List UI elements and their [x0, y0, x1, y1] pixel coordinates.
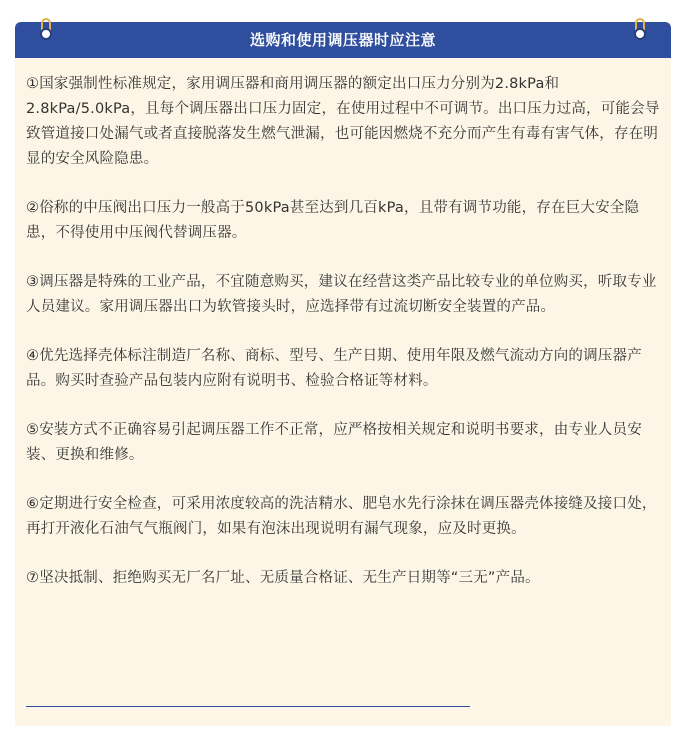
header-bar	[15, 22, 671, 58]
page-title: 选购和使用调压器时应注意	[249, 31, 436, 49]
paragraph-3: ③调压器是特殊的工业产品，不宜随意购买，建议在经营这类产品比较专业的单位购买，听取专业人员建议。家用调压器出口为软管接头时，应选择带有过流切断安全装置的产品。	[26, 274, 657, 315]
notice-content	[26, 72, 666, 615]
pin-icon	[633, 18, 647, 42]
divider	[26, 706, 470, 707]
paragraph-6: ⑥定期进行安全检查，可采用浓度较高的洗洁精水、肥皂水先行涂抹在调压器壳体接缝及接口处，再打开液化石油气气瓶阀门，如果有泡沫出现说明有漏气现象，应及时更换。	[26, 496, 657, 537]
paragraph-5: ⑤安装方式不正确容易引起调压器工作不正常，应严格按相关规定和说明书要求，由专业人员安装、更换和维修。	[26, 422, 642, 463]
pin-icon	[39, 18, 53, 42]
paragraph-1: ①国家强制性标准规定，家用调压器和商用调压器的额定出口压力分别为2.8kPa和2.8kPa/5.0kPa，且每个调压器出口压力固定，在使用过程中不可调节。出口压力过高，可能会导致管道接口处漏气或者直接脱落发生燃气泄漏，也可能因燃烧不充分而产生有毒有害气体，存在明显的安全风险隐患。	[26, 76, 660, 167]
paragraph-2: ②俗称的中压阀出口压力一般高于50kPa甚至达到几百kPa，且带有调节功能，存在巨大安全隐患，不得使用中压阀代替调压器。	[26, 200, 640, 241]
paragraph-4: ④优先选择壳体标注制造厂名称、商标、型号、生产日期、使用年限及燃气流动方向的调压器产品。购买时查验产品包装内应附有说明书、检验合格证等材料。	[26, 348, 642, 389]
paragraph-7: ⑦坚决抵制、拒绝购买无厂名厂址、无质量合格证、无生产日期等“三无”产品。	[26, 570, 540, 586]
